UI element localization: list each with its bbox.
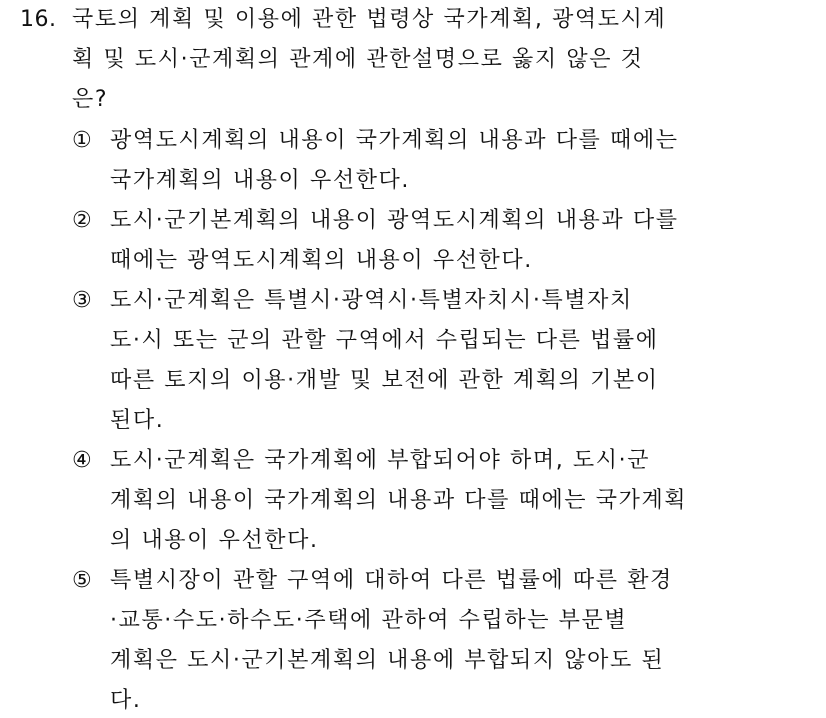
question-text-line: 국토의 계획 및 이용에 관한 법령상 국가계획, 광역도시계	[72, 7, 667, 32]
option-3-text-line: 도시·군계획은 특별시·광역시·특별자치시·특별자치	[110, 288, 633, 313]
option-2-text-line: 때에는 광역도시계획의 내용이 우선한다.	[110, 248, 533, 273]
option-marker-1: ①	[72, 128, 92, 153]
option-4-text-line: 의 내용이 우선한다.	[110, 528, 319, 553]
option-5-text-line: 다.	[110, 688, 142, 713]
option-5-text-line: 계획은 도시·군기본계획의 내용에 부합되지 않아도 된	[110, 648, 665, 673]
option-1-text-line: 국가계획의 내용이 우선한다.	[110, 168, 411, 193]
option-marker-3: ③	[72, 288, 92, 313]
option-marker-4: ④	[72, 448, 92, 473]
option-marker-2: ②	[72, 208, 92, 233]
question-number: 16.	[20, 7, 57, 32]
option-3-text-line: 된다.	[110, 408, 165, 433]
option-5-text-line: 특별시장이 관할 구역에 대하여 다른 법률에 따른 환경	[110, 568, 673, 593]
option-1-text-line: 광역도시계획의 내용이 국가계획의 내용과 다를 때에는	[110, 128, 679, 153]
option-3-text-line: 따른 토지의 이용·개발 및 보전에 관한 계획의 기본이	[110, 368, 659, 393]
option-4-text-line: 도시·군계획은 국가계획에 부합되어야 하며, 도시·군	[110, 448, 651, 473]
option-3-text-line: 도·시 또는 군의 관할 구역에서 수립되는 다른 법률에	[110, 328, 659, 353]
option-5-text-line: ·교통·수도·하수도·주택에 관하여 수립하는 부문별	[110, 608, 628, 633]
option-marker-5: ⑤	[72, 568, 92, 593]
question-text-line: 은?	[72, 87, 109, 112]
option-2-text-line: 도시·군기본계획의 내용이 광역도시계획의 내용과 다를	[110, 208, 679, 233]
option-4-text-line: 계획의 내용이 국가계획의 내용과 다를 때에는 국가계획	[110, 488, 688, 513]
question-text-line: 획 및 도시·군계획의 관계에 관한설명으로 옳지 않은 것	[72, 47, 644, 72]
